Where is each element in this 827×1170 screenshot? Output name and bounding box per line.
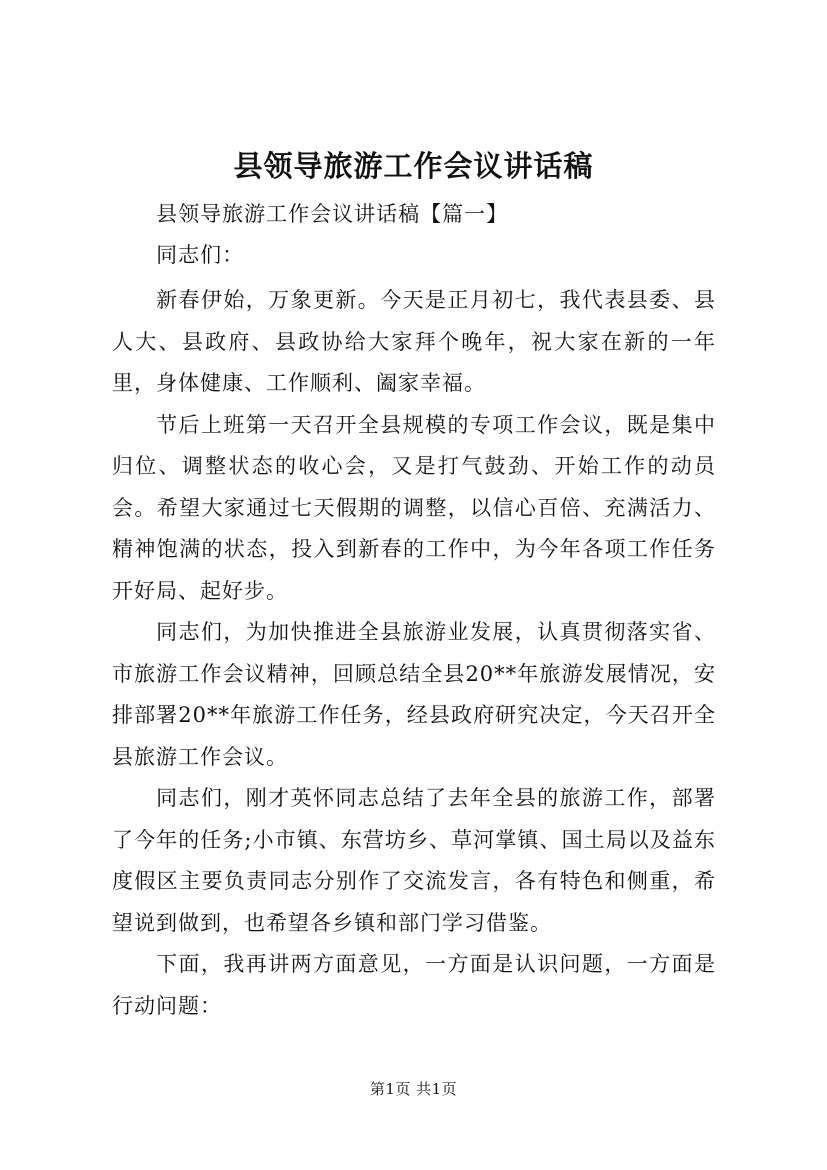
paragraph-new-year: 新春伊始，万象更新。今天是正月初七，我代表县委、县人大、县政府、县政协给大家拜个晚年，祝大家在新的一年里，身体健康、工作顺利、阖家幸福。 <box>112 288 716 395</box>
document-title: 县领导旅游工作会议讲话稿 <box>233 149 594 183</box>
paragraph-summary: 同志们，刚才英怀同志总结了去年全县的旅游工作，部署了今年的任务;小市镇、东营坊乡、草河掌镇、国土局以及益东度假区主要负责同志分别作了交流发言，各有特色和侧重，希望说到做到，也希望各乡镇和部门学习借鉴。 <box>112 786 716 935</box>
document-body <box>112 196 716 1027</box>
salutation: 同志们： <box>156 243 245 267</box>
paragraph-meeting-purpose: 节后上班第一天召开全县规模的专项工作会议，既是集中归位、调整状态的收心会，又是打气鼓劲、开始工作的动员会。希望大家通过七天假期的调整，以信心百倍、充满活力、精神饱满的状态，投入到新春的工作中，为今年各项工作任务开好局、起好步。 <box>112 412 716 603</box>
paragraph-two-aspects: 下面，我再讲两方面意见，一方面是认识问题，一方面是行动问题： <box>112 952 716 1018</box>
page-footer: 第1页 共1页 <box>369 1080 458 1098</box>
paragraph-tourism-meeting: 同志们，为加快推进全县旅游业发展，认真贯彻落实省、市旅游工作会议精神，回顾总结全县20**年旅游发展情况，安排部署20**年旅游工作任务，经县政府研究决定，今天召开全县旅游工作会议。 <box>112 620 716 769</box>
section-heading: 县领导旅游工作会议讲话稿【篇一】 <box>156 202 509 226</box>
